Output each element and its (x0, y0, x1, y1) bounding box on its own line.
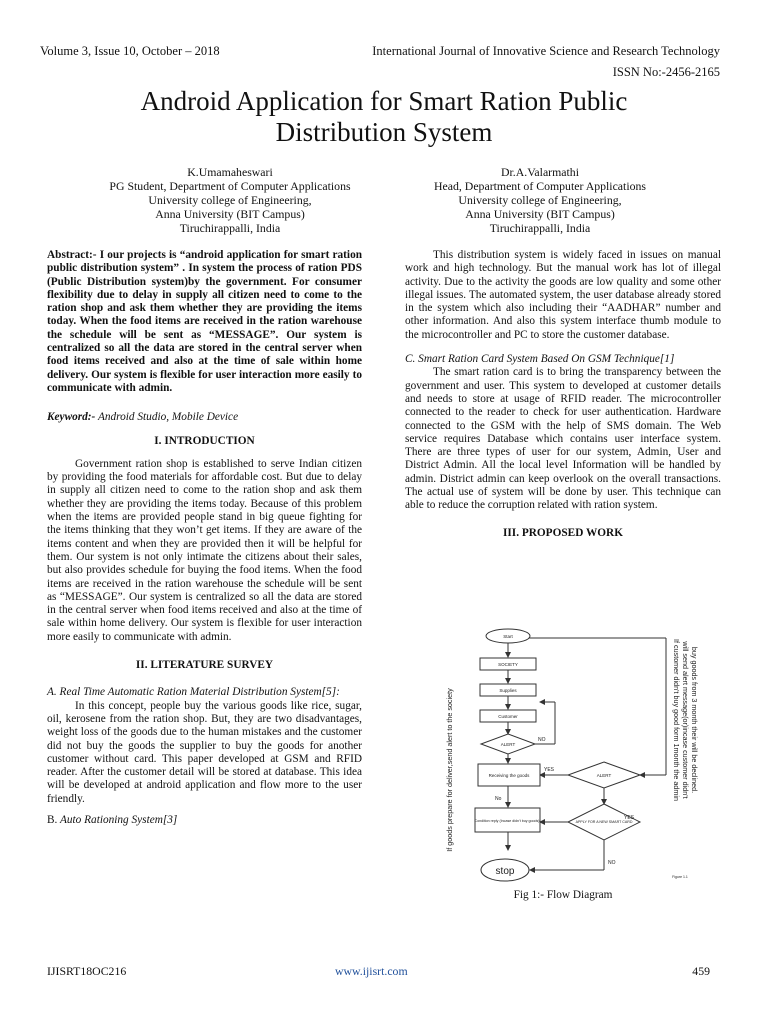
author-role: Head, Department of Computer Applications (434, 179, 646, 193)
subsection-heading-c: C. Smart Ration Card System Based On GSM Technique[1] (405, 353, 675, 366)
title-line-1: Android Application for Smart Ration Public (140, 86, 628, 116)
branch-label-yes: YES (544, 767, 555, 773)
author-college: University college of Engineering, (458, 193, 622, 207)
supplies-label: Supplies (499, 688, 517, 693)
alert-label-2: ALERT (596, 773, 612, 778)
start-label: Start (503, 634, 513, 639)
right-note-line-3: buy goods from 3 month their will be declined. (690, 646, 699, 794)
introduction-paragraph: Government ration shop is established to serve Indian citizen by providing the food materials for affordable cost. But due to delay in supply all citizen need to come to the ration shop and ask them whether they are providing the items today. Because of this problem when the items are provided people stand in big queue fighting for the items thinking that they won’t get items. If they are aware of the items content and when they are provided then it will be helpful for them. Our system is not only intimate the citizens about their sales, but also provides schedule for buying the food items. When the food items are received in the ration warehouse the schedule will be sent as “MESSAGE”. Our system is centralized so all the data are stored in the central server when food items received and also at the time of sale within home delivery. Our system is flexible for user interaction more easily to communicate with admin. (47, 457, 362, 643)
subsection-b-title: Auto Rationing System[3] (57, 813, 178, 826)
volume-info: Volume 3, Issue 10, October – 2018 (40, 44, 220, 58)
author-block-1 (70, 165, 390, 235)
figure-small-label: Figure 1.1 (672, 875, 688, 879)
branch-label-no: NO (608, 860, 616, 866)
customer-label: Customer (498, 714, 518, 719)
title-line-2: Distribution System (275, 117, 493, 147)
author-university: Anna University (BIT Campus) (155, 207, 305, 221)
apply-label: APPLY FOR A NEW SMART CARD (575, 820, 633, 824)
paper-id: IJISRT18OC216 (47, 964, 127, 978)
author-name: K.Umamaheswari (187, 165, 273, 179)
stop-label: stop (495, 866, 515, 877)
author-city: Tiruchirappalli, India (179, 221, 281, 235)
keywords (47, 411, 362, 424)
paper-title (40, 86, 728, 148)
author-city: Tiruchirappalli, India (489, 221, 591, 235)
left-note: If goods prepare for deliver,send alert to the society (445, 688, 454, 852)
condition-label: Condition reply (Incase didn't buy goods) (474, 819, 540, 823)
branch-label-no: No (495, 796, 502, 802)
keyword-label: Keyword:- (47, 411, 96, 424)
abstract: Abstract:- I our projects is “android application for smart ration public distribution system” . In system the process of ration PDS (Public Distribution system)by the government. For consumer flexibility due to delay in supply all citizen need to come to the ration shop and ask them whether they are providing the items today. When the food items are received in the ration warehouse the schedule will be sent as “MESSAGE”. Our system is centralized so all the data are stored in the central server when food items received and also at the time of sale within home delivery. Our system is flexible for user interaction more easily to communicate with admin. (47, 249, 362, 394)
author-university: Anna University (BIT Campus) (465, 207, 615, 221)
subsection-a-paragraph: In this concept, people buy the various goods like rice, sugar, oil, kerosene from the ration shop. But, they are two disadvantages, weight loss of the goods due to the human mistakes and the customer did not buy the goods the supplier to buy the goods for another customer without card. This paper developed at GSM and RFID reader. After the customer detail will be stored at database. This idea will be developed at android application and flow more to the user friendly. (47, 699, 362, 805)
right-column (405, 249, 721, 540)
flow-diagram (440, 620, 725, 890)
author-block-2 (400, 165, 680, 235)
issn: ISSN No:-2456-2165 (612, 65, 720, 79)
subsection-c-paragraph: The smart ration card is to bring the transparency between the government and user. This system to developed at customer details and needs to store at usage of RFID reader. The microcontroller connected to the reader to check for user authentication. Hardware connected to the GSM with the help of SMS domain. The Web service requires Database which contains user interface system. There are three types of user for our system, Admin, User and District Admin. All the local level Information will be handled by admin. District admin can keep overlook on the overall transactions. The actual use of system will be done by user. This technique can able to reduce the corruption related with ration system. (405, 366, 721, 512)
distribution-paragraph: This distribution system is widely faced in issues on manual work and high technology. But the manual work has lot of illegal activity. Due to the activity the goods are low quality and some other illegal issues. The automated system, the user database already stored in the system which also including their “AADHAR” number and other information. And also this system interface thumb module to the microcontroller and PC to store the customer database. (405, 249, 721, 341)
figure-caption: Fig 1:- Flow Diagram (513, 889, 613, 901)
section-heading-proposed-work: III. PROPOSED WORK (503, 526, 623, 539)
subsection-heading-b (47, 814, 362, 827)
journal-website-link[interactable]: www.ijisrt.com (335, 964, 408, 978)
author-college: University college of Engineering, (148, 193, 312, 207)
page-number: 459 (692, 964, 710, 978)
section-heading-introduction: I. INTRODUCTION (154, 434, 255, 447)
society-label: SOCIETY (498, 662, 518, 667)
subsection-heading-a: A. Real Time Automatic Ration Material Distribution System[5]: (47, 686, 340, 699)
branch-label-no: NO (538, 737, 546, 743)
right-note-line-1: If customer didn't buy good form 1month the admin (672, 639, 681, 801)
keyword-text: Android Studio, Mobile Device (95, 411, 239, 424)
right-note-line-2: will send alert message(or)incase customer didn't (681, 641, 690, 799)
section-heading-literature-survey: II. LITERATURE SURVEY (135, 659, 274, 672)
alert-label-1: ALERT (500, 742, 516, 747)
journal-name: International Journal of Innovative Science and Research Technology (372, 44, 720, 58)
author-role: PG Student, Department of Computer Applications (109, 179, 351, 193)
left-column (47, 249, 362, 827)
subsection-b-label: B. (47, 813, 58, 826)
author-name: Dr.A.Valarmathi (501, 165, 579, 179)
receiving-label: Receiving the goods (488, 773, 530, 778)
branch-label-yes: YES (624, 815, 635, 821)
